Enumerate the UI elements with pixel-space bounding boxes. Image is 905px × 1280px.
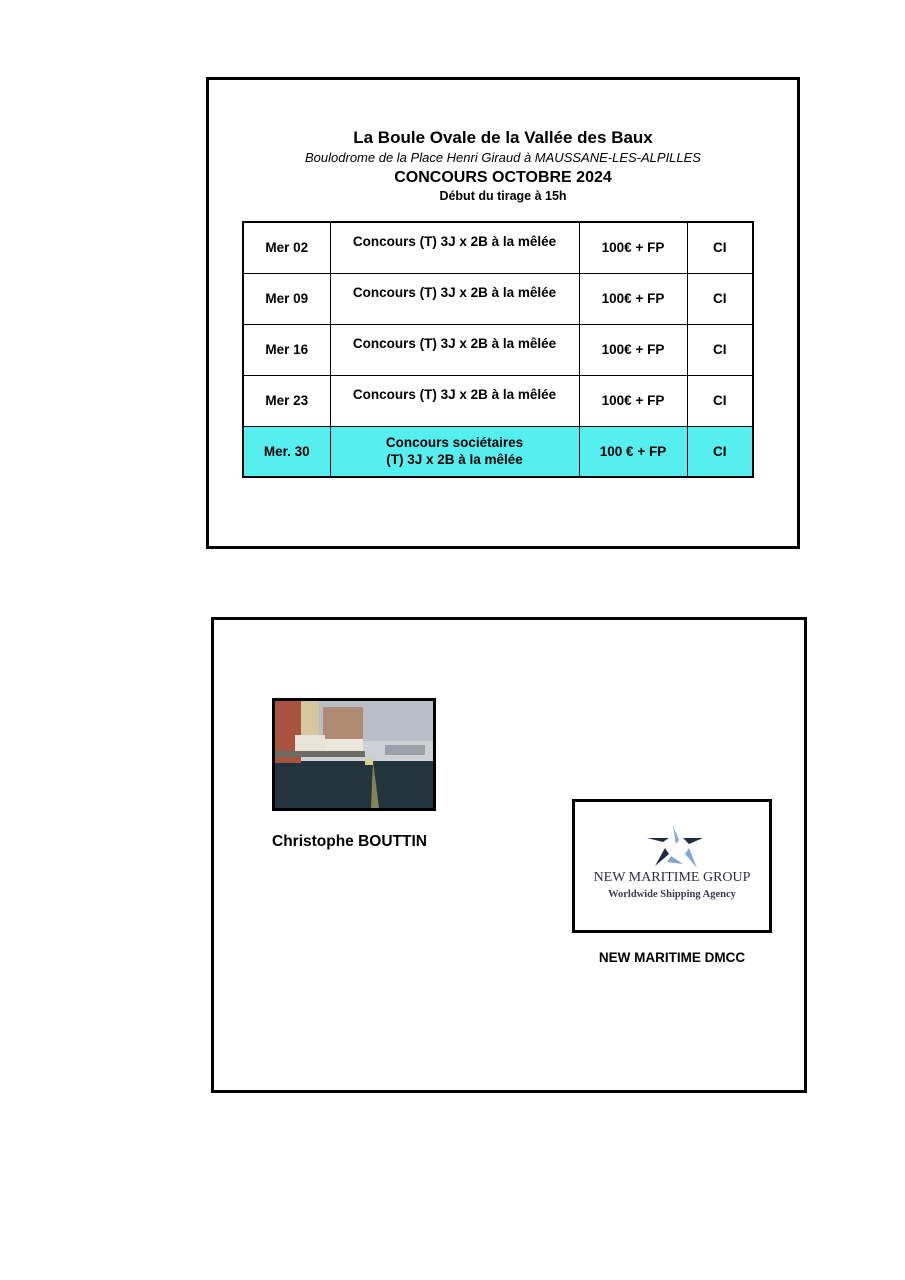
date-cell: Mer 16 [243, 324, 330, 375]
prize-cell: 100€ + FP [579, 222, 687, 273]
prize-cell: 100€ + FP [579, 375, 687, 426]
prize-cell: 100€ + FP [579, 324, 687, 375]
table-row [243, 324, 753, 375]
date-cell: Mer 23 [243, 375, 330, 426]
sponsor-logo [572, 799, 772, 933]
event-cell: Concours (T) 3J x 2B à la mêlée [330, 324, 579, 375]
event-cell: Concours (T) 3J x 2B à la mêlée [330, 375, 579, 426]
schedule-table [242, 221, 754, 478]
date-cell: Mer 02 [243, 222, 330, 273]
month-heading: CONCOURS OCTOBRE 2024 [394, 169, 612, 186]
harbor-photo-image [275, 701, 433, 808]
event-cell [330, 426, 579, 477]
table-row [243, 222, 753, 273]
start-time-note: Début du tirage à 15h [439, 189, 567, 203]
table-row [243, 375, 753, 426]
prize-cell: 100€ + FP [579, 273, 687, 324]
club-title: La Boule Ovale de la Vallée des Baux [353, 128, 653, 147]
logo-company-text: NEW MARITIME GROUP [593, 870, 751, 885]
event-cell: Concours (T) 3J x 2B à la mêlée [330, 273, 579, 324]
sponsors-panel [211, 617, 807, 1093]
logo-tagline-text: Worldwide Shipping Agency [608, 889, 736, 900]
table-row-highlighted [243, 426, 753, 477]
sponsor-company-name: NEW MARITIME DMCC [598, 950, 746, 965]
event-line-1: Concours sociétaires [385, 435, 524, 451]
table-row [243, 273, 753, 324]
sponsor-person-name: Christophe BOUTTIN [272, 833, 427, 850]
type-cell: CI [687, 426, 753, 477]
type-cell: CI [687, 375, 753, 426]
date-cell: Mer 09 [243, 273, 330, 324]
type-cell: CI [687, 273, 753, 324]
type-cell: CI [687, 222, 753, 273]
event-line-2: (T) 3J x 2B à la mêlée [386, 452, 523, 468]
date-cell: Mer. 30 [243, 426, 330, 477]
star-logo-icon [643, 826, 705, 870]
schedule-panel [206, 77, 800, 549]
event-cell: Concours (T) 3J x 2B à la mêlée [330, 222, 579, 273]
venue-subtitle: Boulodrome de la Place Henri Giraud à MAUSSANE-LES-ALPILLES [305, 150, 701, 165]
sponsor-photo [272, 698, 436, 811]
prize-cell: 100 € + FP [579, 426, 687, 477]
type-cell: CI [687, 324, 753, 375]
